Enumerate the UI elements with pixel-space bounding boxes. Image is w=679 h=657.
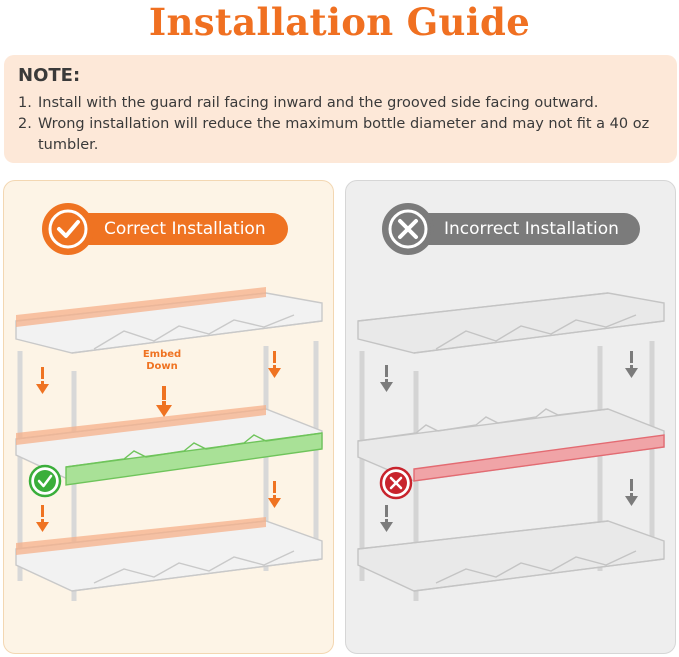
note-heading: NOTE:: [18, 65, 81, 86]
down-arrow-icon: [36, 505, 49, 532]
check-circle-icon: [30, 466, 60, 496]
note-item-number: 2.: [18, 116, 32, 132]
incorrect-installation-panel: [345, 180, 676, 654]
correct-installation-badge: [48, 213, 288, 245]
page-title: Installation Guide: [148, 0, 531, 44]
top-shelf: [358, 293, 664, 353]
x-circle-icon: [381, 468, 411, 498]
embed-down-label: Embed Down: [142, 349, 182, 372]
down-arrow-icon: [380, 365, 393, 392]
down-arrow-icon: [268, 351, 281, 378]
incorrect-installation-label: Incorrect Installation: [444, 219, 619, 239]
note-item-text: Wrong installation will reduce the maximum bottle diameter and may not fit a 40 oz tumbler.: [38, 116, 650, 153]
note-list: [18, 93, 663, 156]
correct-installation-label: Correct Installation: [104, 219, 266, 239]
down-arrow-icon: [625, 479, 638, 506]
down-arrow-icon: [36, 367, 49, 394]
correct-installation-panel: [3, 180, 334, 654]
x-circle-icon: [382, 203, 434, 255]
bottom-shelf: [358, 521, 664, 591]
incorrect-installation-badge: [388, 213, 640, 245]
down-arrow-icon: [380, 505, 393, 532]
check-circle-icon: [42, 203, 94, 255]
down-arrow-icon: [156, 386, 172, 417]
down-arrow-icon: [625, 351, 638, 378]
note-item-text: Install with the guard rail facing inward and the grooved side facing outward.: [38, 95, 599, 111]
note-item: [18, 93, 663, 114]
down-arrow-icon: [268, 481, 281, 508]
note-box: [4, 55, 677, 163]
note-item-number: 1.: [18, 95, 32, 111]
note-item: [18, 114, 663, 156]
